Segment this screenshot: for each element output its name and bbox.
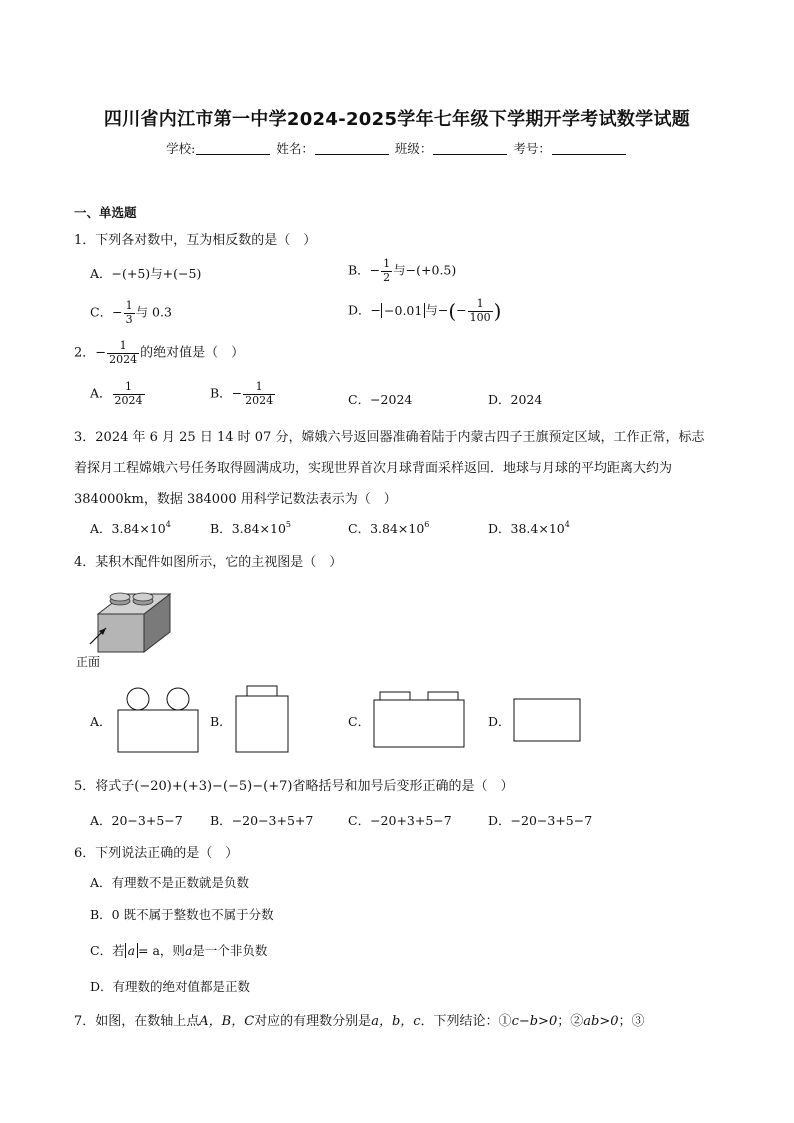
absolute-value: −0.01	[381, 303, 425, 318]
q4-option-a-label[interactable]: A．	[90, 714, 112, 729]
option-text: 2024	[510, 392, 543, 407]
stud-left-top	[110, 593, 130, 601]
stud-right-top	[133, 593, 153, 601]
minus-sign: −	[369, 262, 381, 278]
name-label: 姓名：	[276, 141, 314, 156]
q5-option-d[interactable]	[488, 811, 592, 829]
q5-expression: 5．将式子(−20)+(+3)−(−5)−(+7)	[74, 779, 293, 794]
numerator: 1	[476, 297, 484, 310]
option-label: A．	[90, 813, 112, 828]
fraction	[113, 381, 145, 407]
q7-condition-2: ab>0	[583, 1014, 619, 1029]
option-text: 与−(+0.5)	[393, 262, 457, 278]
numerator: 1	[383, 257, 391, 270]
option-base: 3.84×10	[231, 521, 286, 536]
q3-line-2: 着探月工程嫦娥六号任务取得圆满成功，实现世界首次月球背面采样返回．地球与月球的平均距离大约为	[74, 461, 673, 476]
option-text: −20−3+5+7	[231, 813, 314, 828]
body-rect	[236, 696, 288, 752]
denominator: 2024	[109, 352, 138, 366]
q4-option-b-label[interactable]: B．	[210, 714, 232, 729]
q7-stem	[74, 1010, 645, 1029]
numerator: 1	[125, 299, 133, 312]
section-title: 一、单选题	[74, 205, 137, 220]
denominator: 2	[383, 270, 391, 284]
q3-line-3: 384000km，数据 384000 用科学记数法表示为（ ）	[74, 492, 397, 507]
top-knob-left	[380, 692, 410, 700]
q5-option-a[interactable]	[90, 811, 183, 829]
denominator: 3	[125, 312, 133, 326]
denominator: 2024	[245, 393, 274, 407]
option-label: B．	[210, 521, 232, 536]
q4-option-b-figure[interactable]	[234, 684, 292, 754]
q4-option-c-label[interactable]: C．	[348, 714, 371, 729]
fraction	[107, 340, 139, 366]
q2-option-a[interactable]	[90, 381, 146, 407]
id-blank[interactable]	[552, 142, 626, 155]
option-label: D．	[488, 813, 511, 828]
q3-line-1: 3．2024 年 6 月 25 日 14 时 07 分，嫦娥六号返回器准确着陆于内蒙古四子王旗预定区域，工作正常，标志	[74, 430, 705, 445]
option-label: D．	[488, 521, 511, 536]
q7-points: A，B，C	[199, 1014, 255, 1029]
q7-condition-1: c−b>0	[511, 1014, 558, 1029]
variable: a	[184, 943, 193, 958]
option-base: 38.4×10	[510, 521, 565, 536]
name-blank[interactable]	[315, 142, 389, 155]
option-text: −2024	[370, 392, 413, 407]
minus-sign: −	[370, 302, 382, 318]
option-label: D．	[488, 392, 511, 407]
option-base: 3.84×10	[111, 521, 166, 536]
q3-option-b[interactable]	[210, 519, 291, 537]
school-label: 学校:	[166, 141, 196, 156]
option-label: B．	[348, 262, 370, 278]
q1-option-a[interactable]	[90, 264, 201, 282]
minus-sign: −	[112, 304, 123, 320]
q7-text: 7．如图，在数轴上点	[74, 1014, 200, 1029]
left-paren: (	[448, 299, 457, 324]
q2-option-d[interactable]	[488, 390, 542, 408]
option-base: 3.84×10	[370, 521, 425, 536]
id-label: 考号：	[513, 141, 551, 156]
top-knob	[247, 686, 277, 696]
numerator: 1	[255, 380, 263, 393]
school-blank[interactable]	[196, 142, 270, 155]
exponent: 6	[424, 520, 430, 529]
option-text: −20+3+5−7	[370, 813, 452, 828]
denominator: 2024	[114, 393, 143, 407]
q1-option-b[interactable]	[348, 258, 456, 284]
student-info-line	[0, 139, 794, 157]
numerator: 1	[119, 339, 127, 352]
class-blank[interactable]	[433, 142, 507, 155]
base-rect	[118, 710, 198, 752]
q5-text: 省略括号和加号后变形正确的是（ ）	[292, 779, 514, 794]
q4-option-d-figure[interactable]	[512, 697, 584, 745]
q7-separator: ；②	[557, 1014, 584, 1029]
option-text: 20−3+5−7	[111, 813, 183, 828]
q1-option-d[interactable]: D．− −0.01 与−(− $\frac{1}{100}$ )	[348, 297, 502, 324]
option-text: −20−3+5−7	[510, 813, 593, 828]
absolute-value: a	[125, 943, 138, 958]
q7-text: 对应的有理数分别是	[254, 1014, 372, 1029]
q2-option-c[interactable]	[348, 390, 412, 408]
right-paren: )	[493, 299, 502, 324]
class-label: 班级：	[394, 141, 433, 156]
minus-sign: −	[231, 385, 243, 401]
circle-left	[127, 688, 149, 710]
q5-stem	[74, 775, 513, 794]
q4-option-a-figure[interactable]	[116, 686, 202, 754]
q3-option-c[interactable]	[348, 519, 429, 537]
q6-option-c[interactable]	[90, 941, 267, 959]
fraction	[243, 381, 275, 407]
q1-stem: 1．下列各对数中，互为相反数的是（ ）	[74, 233, 317, 248]
q6-option-d[interactable]: D．有理数的绝对值都是正数	[90, 979, 251, 994]
option-text: 与 0.3	[135, 304, 172, 320]
q2-text: 的绝对值是（ ）	[140, 345, 245, 361]
q2-option-b[interactable]	[210, 381, 276, 407]
q7-variables: a，b，c	[371, 1014, 421, 1029]
block-front-face	[98, 614, 144, 652]
top-knob-right	[428, 692, 458, 700]
option-label: A．	[90, 266, 112, 281]
option-label: A．	[90, 385, 112, 401]
option-label: D．	[348, 302, 371, 318]
fraction	[468, 298, 493, 324]
q4-stem: 4．某积木配件如图所示，它的主视图是（ ）	[74, 555, 343, 570]
q2-number: 2．−	[74, 345, 107, 361]
fraction	[124, 300, 135, 326]
option-label: B．	[210, 813, 232, 828]
q4-option-d-label[interactable]: D．	[488, 714, 511, 729]
option-text: 是一个非负数	[192, 943, 268, 958]
option-label: B．	[210, 385, 232, 401]
q5-option-b[interactable]	[210, 811, 313, 829]
option-label: C．	[348, 392, 371, 407]
option-text: −(+5)与+(−5)	[111, 266, 202, 281]
base-rect	[374, 700, 464, 747]
option-text: C．若	[90, 943, 125, 958]
exponent: 5	[285, 520, 291, 529]
option-label: C．	[348, 813, 371, 828]
numerator: 1	[125, 380, 133, 393]
q4-option-c-figure[interactable]	[372, 690, 468, 750]
circle-right	[167, 688, 189, 710]
option-label: A．	[90, 521, 112, 536]
front-label: 正面	[76, 655, 101, 669]
base-rect	[514, 699, 580, 741]
fraction	[381, 258, 392, 284]
option-label: C．	[90, 304, 113, 320]
q2-stem	[74, 340, 244, 366]
q7-text: ．下列结论：①	[420, 1014, 512, 1029]
exam-title: 四川省内江市第一中学2024-2025学年七年级下学期开学考试数学试题	[103, 109, 691, 130]
option-label: C．	[348, 521, 371, 536]
q3-option-a[interactable]	[90, 519, 171, 537]
exponent: 4	[564, 520, 570, 529]
q1-option-c[interactable]	[90, 300, 172, 326]
option-text: = a，则	[138, 943, 185, 958]
q6-option-a[interactable]: A．有理数不是正数就是负数	[90, 875, 250, 890]
exponent: 4	[165, 520, 171, 529]
q6-stem: 6．下列说法正确的是（ ）	[74, 846, 239, 861]
q7-separator: ；③	[618, 1014, 645, 1029]
denominator: 100	[469, 310, 491, 324]
q5-option-c[interactable]	[348, 811, 452, 829]
option-text: 与−	[425, 302, 449, 318]
q6-option-b[interactable]: B．0 既不属于整数也不属于分数	[90, 907, 274, 922]
q3-option-d[interactable]	[488, 519, 570, 537]
